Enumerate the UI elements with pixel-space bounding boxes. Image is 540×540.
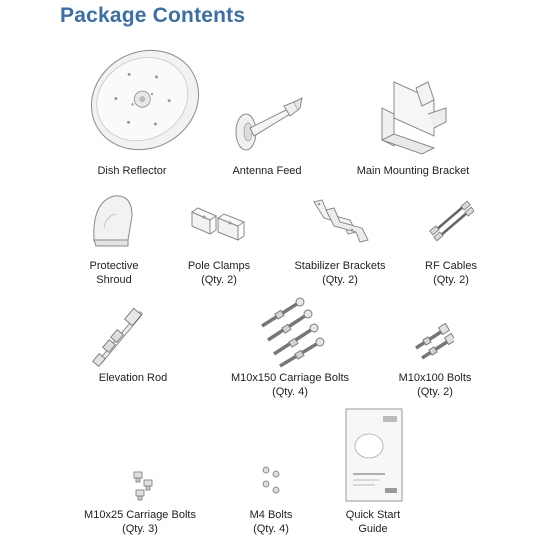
label-pole-clamps: Pole Clamps (Qty. 2) [187,260,251,286]
protective-shroud-illustration [88,190,136,248]
page-title: Package Contents [60,4,246,27]
label-m4-bolts: M4 Bolts (Qty. 4) [249,509,293,535]
dish-reflector-illustration [80,40,210,160]
label-main-mounting-bracket: Main Mounting Bracket [356,165,470,177]
m4-bolts-illustration [258,464,286,498]
label-stabilizer-brackets: Stabilizer Brackets (Qty. 2) [294,260,386,286]
m10x25-carriage-bolts-illustration [128,468,160,504]
label-dish-reflector: Dish Reflector [97,165,167,177]
m10x150-carriage-bolts-illustration [256,296,326,368]
rf-cables-illustration [428,198,474,242]
m10x100-bolts-illustration [410,322,454,362]
pole-clamps-illustration [188,204,250,242]
antenna-feed-illustration [228,90,308,155]
label-m10x150-carriage-bolts: M10x150 Carriage Bolts (Qty. 4) [230,372,350,398]
main-mounting-bracket-illustration [376,78,452,156]
label-m10x100-bolts: M10x100 Bolts (Qty. 2) [398,372,472,398]
label-protective-shroud: Protective Shroud [89,260,139,286]
label-quick-start-guide: Quick Start Guide [345,509,401,535]
label-elevation-rod: Elevation Rod [98,372,168,384]
label-rf-cables: RF Cables (Qty. 2) [425,260,477,286]
elevation-rod-illustration [90,306,150,368]
stabilizer-brackets-illustration [310,196,372,244]
label-antenna-feed: Antenna Feed [232,165,302,177]
label-m10x25-carriage-bolts: M10x25 Carriage Bolts (Qty. 3) [84,509,196,535]
quick-start-guide-illustration [345,408,403,502]
